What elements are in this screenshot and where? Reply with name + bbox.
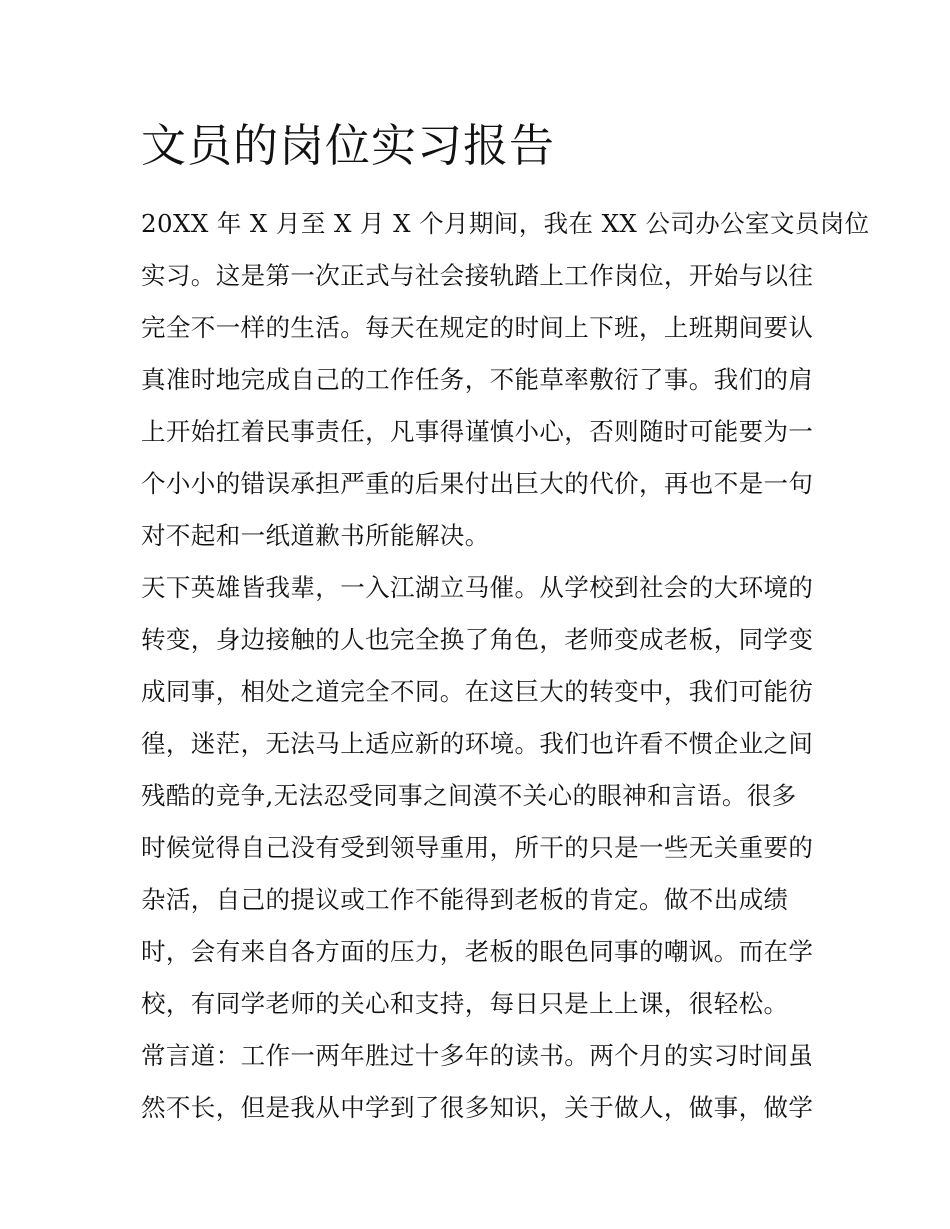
text-line: 徨，迷茫，无法马上适应新的环境。我们也许看不惯企业之间 [141,729,814,758]
text-line: 对不起和一纸道歉书所能解决。 [141,521,490,550]
text-line: 然不长，但是我从中学到了很多知识，关于做人，做事，做学 [141,1093,814,1122]
text-line: 校，有同学老师的关心和支持，每日只是上上课，很轻松。 [141,989,789,1018]
text-line: 真准时地完成自己的工作任务，不能草率敷衍了事。我们的肩 [141,365,814,394]
text-line: 杂活，自己的提议或工作不能得到老板的肯定。做不出成绩 [141,885,789,914]
text-line: 时候觉得自己没有受到领导重用，所干的只是一些无关重要的 [141,833,814,862]
text-line: 残酷的竞争,无法忍受同事之间漠不关心的眼神和言语。很多 [141,781,797,810]
text-line: 个小小的错误承担严重的后果付出巨大的代价，再也不是一句 [141,469,814,498]
text-line: 20XX 年 X 月至 X 月 X 个月期间，我在 XX 公司办公室文员岗位 [141,209,870,238]
text-line: 完全不一样的生活。每天在规定的时间上下班，上班期间要认 [141,313,814,342]
text-line: 实习。这是第一次正式与社会接轨踏上工作岗位，开始与以往 [141,261,814,290]
text-line: 天下英雄皆我辈，一入江湖立马催。从学校到社会的大环境的 [141,573,814,602]
text-line: 常言道：工作一两年胜过十多年的读书。两个月的实习时间虽 [141,1041,814,1070]
document-title: 文员的岗位实习报告 [141,119,556,172]
text-line: 上开始扛着民事责任，凡事得谨慎小心，否则随时可能要为一 [141,417,814,446]
text-line: 成同事，相处之道完全不同。在这巨大的转变中，我们可能彷 [141,677,814,706]
text-line: 时，会有来自各方面的压力，老板的眼色同事的嘲讽。而在学 [141,937,814,966]
document-body [141,198,870,1134]
text-line: 转变，身边接触的人也完全换了角色，老师变成老板，同学变 [141,625,814,654]
